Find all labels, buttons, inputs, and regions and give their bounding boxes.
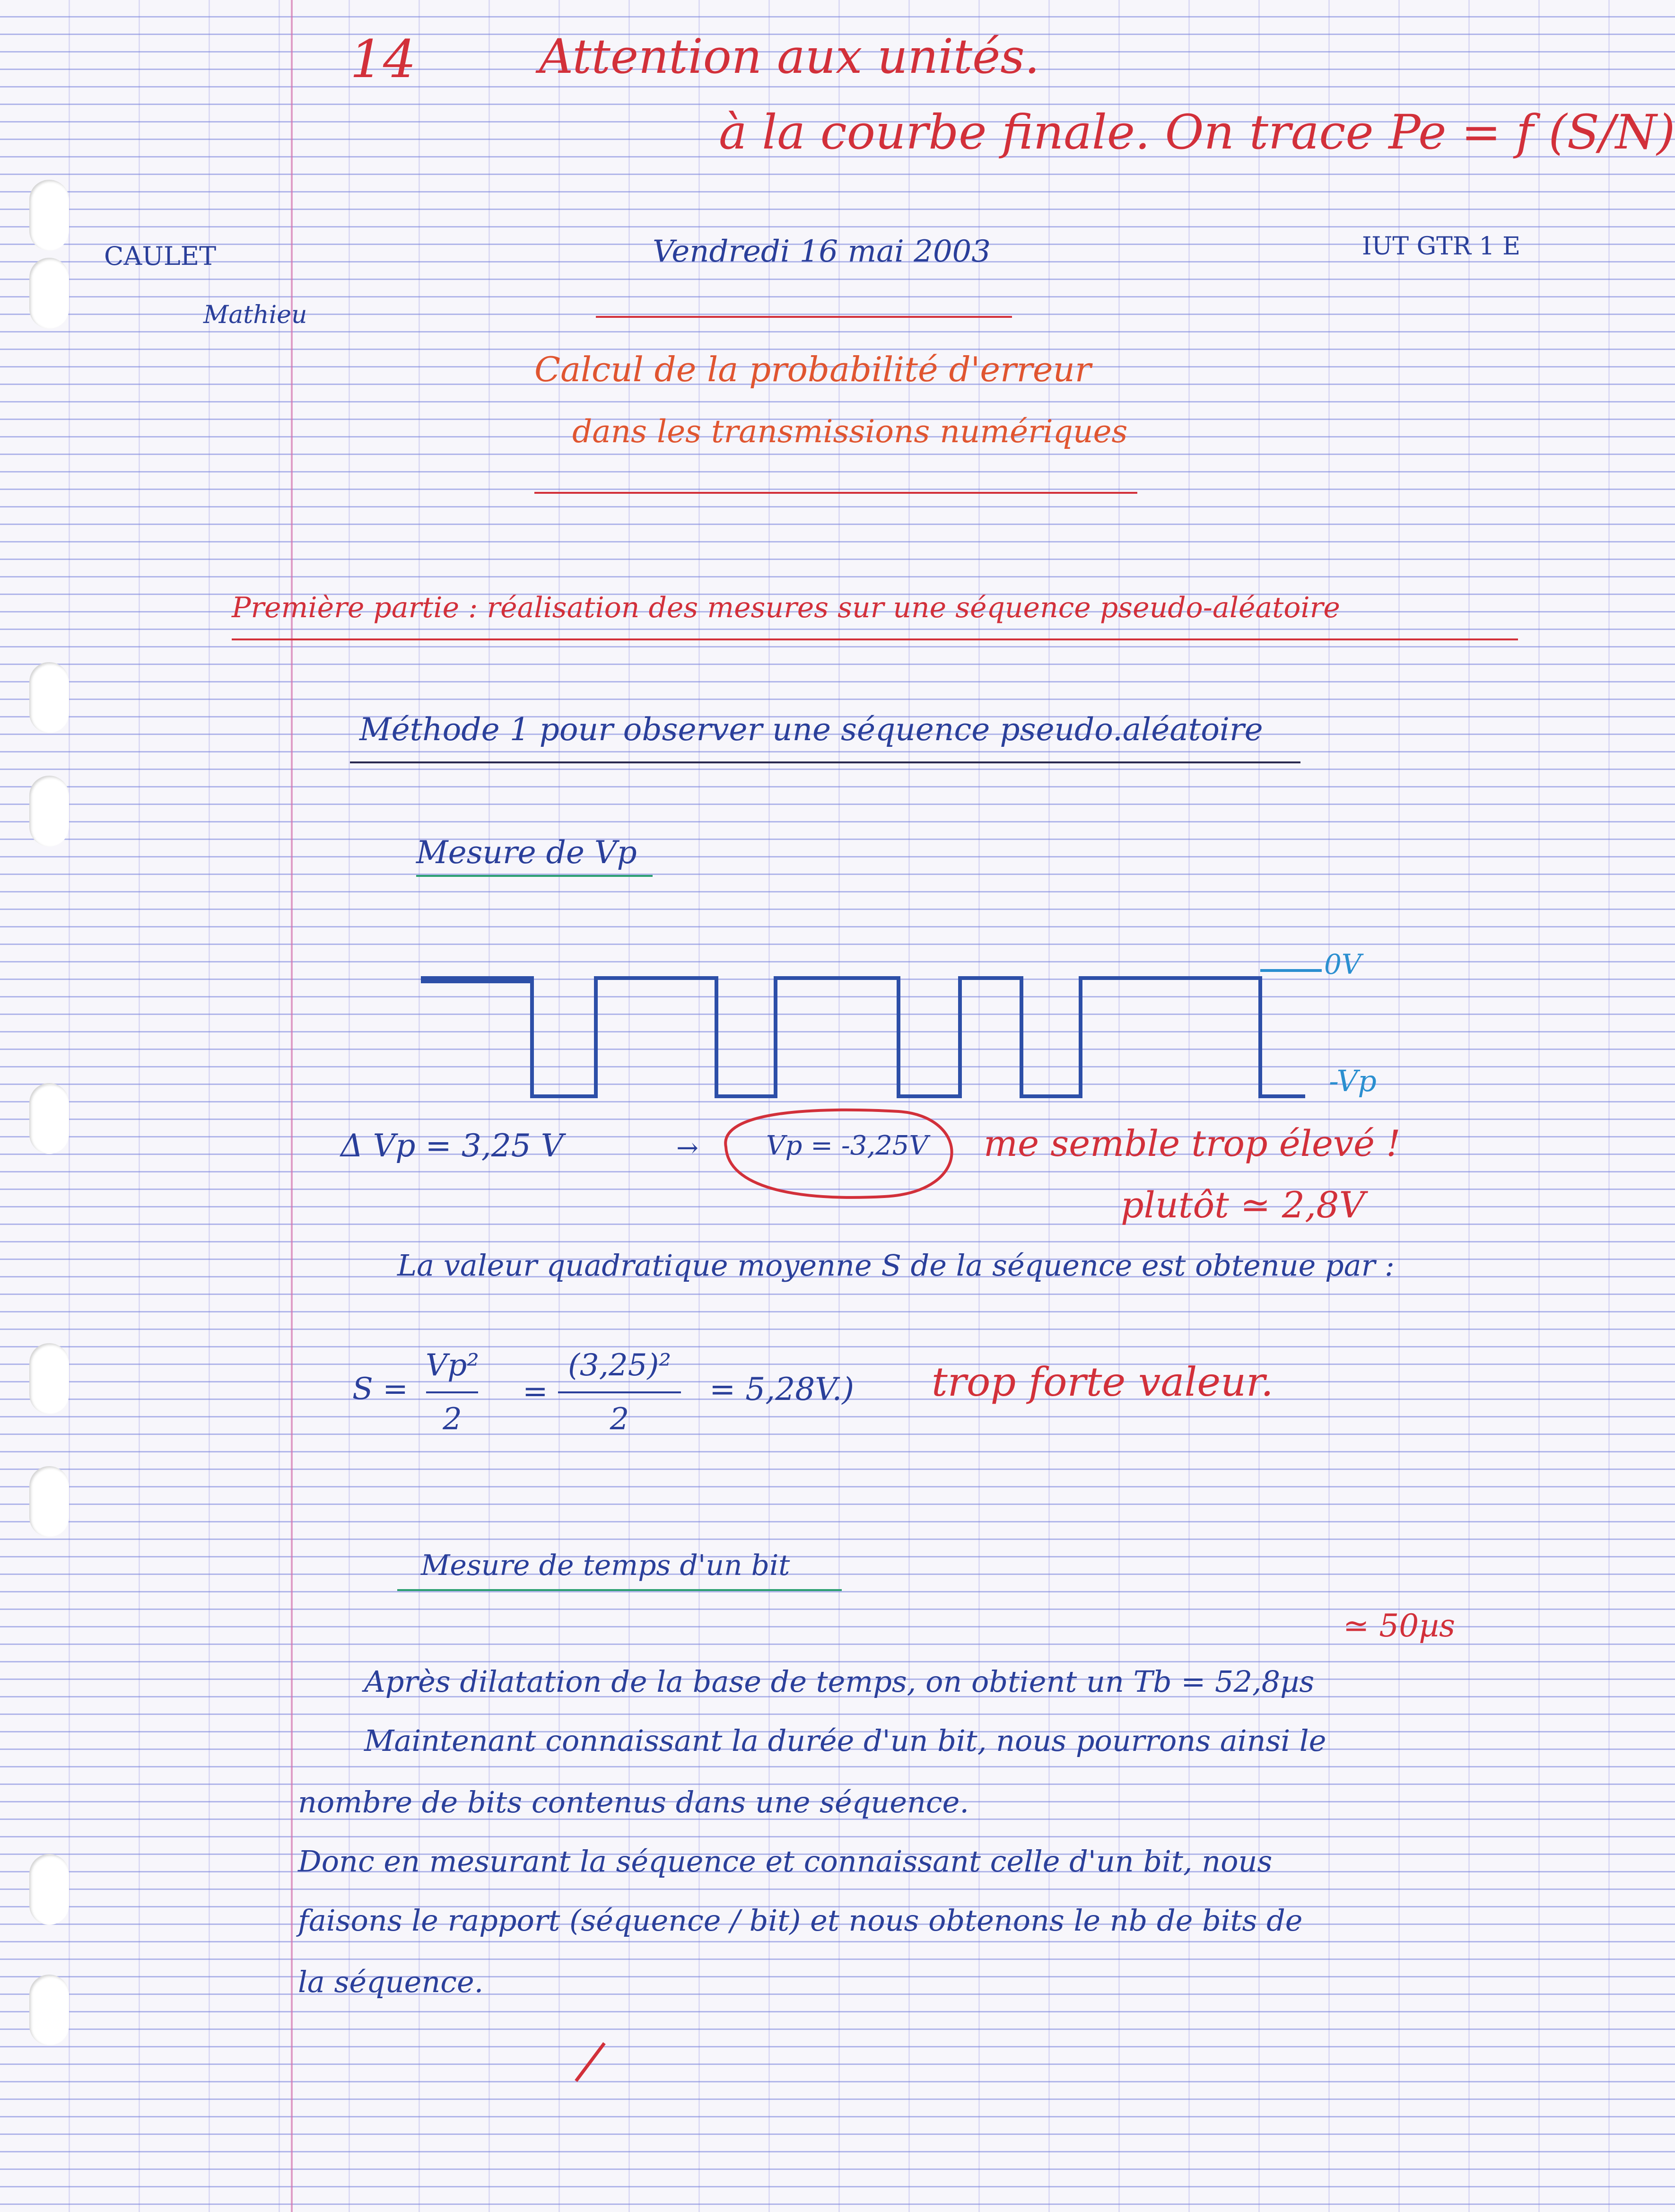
fraction-2-denominator: 2 [610, 1402, 629, 1437]
bit-text-line: nombre de bits contenus dans une séquence. [298, 1785, 969, 1819]
bit-text-line: Donc en mesurant la séquence et connaissant celle d'un bit, nous [298, 1844, 1273, 1879]
student-surname: CAULET [104, 241, 217, 271]
label-0v: 0V [1324, 948, 1361, 980]
formula-fraction-1 [426, 1348, 479, 1437]
formula-lhs: S = [352, 1372, 408, 1407]
teacher-note-line2: à la courbe finale. On trace Pe = f (S/N) [719, 105, 1675, 160]
bit-text-line: Après dilatation de la base de temps, on obtient un Tb = 52,8µs [364, 1664, 1315, 1699]
fraction-2-numerator: (3,25)² [567, 1348, 672, 1383]
binder-hole [29, 1466, 69, 1537]
formula-comment: trop forte valeur. [932, 1359, 1274, 1405]
fraction-1-numerator: Vp² [426, 1348, 479, 1383]
bit-time-correction: ≃ 50µs [1343, 1608, 1456, 1644]
part1-title: Première partie : réalisation des mesures sur une séquence pseudo-aléatoire [232, 591, 1340, 624]
teacher-note-line1: Attention aux unités. [539, 29, 1040, 84]
binder-hole [29, 1975, 69, 2046]
method-title: Méthode 1 pour observer une séquence pseudo.aléatoire [359, 711, 1263, 748]
comment-rather: plutôt ≃ 2,8V [1121, 1184, 1365, 1226]
vp-heading: Mesure de Vp [416, 834, 637, 871]
binder-hole [29, 1343, 69, 1414]
title-line2: dans les transmissions numériques [572, 413, 1128, 450]
bit-heading: Mesure de temps d'un bit [421, 1549, 790, 1582]
fraction-2-bar [558, 1391, 681, 1393]
label-minus-vp: -Vp [1329, 1064, 1377, 1098]
date: Vendredi 16 mai 2003 [653, 234, 991, 269]
formula-fraction-2 [558, 1348, 681, 1437]
implies-arrow: → [676, 1133, 698, 1163]
bit-text-line: Maintenant connaissant la durée d'un bit, nous pourrons ainsi le [364, 1723, 1326, 1758]
bit-heading-underline [397, 1589, 842, 1591]
bit-text-line: la séquence. [298, 1965, 484, 1999]
vp-value: Vp = -3,25V [766, 1130, 928, 1161]
formula-result: = 5,28V.) [709, 1371, 855, 1408]
class-name: IUT GTR 1 E [1362, 232, 1521, 261]
student-firstname: Mathieu [203, 301, 307, 329]
binder-hole [29, 1854, 69, 1925]
grade: 14 [350, 29, 416, 89]
comment-too-high: me semble trop élevé ! [984, 1122, 1401, 1164]
title-line1: Calcul de la probabilité d'erreur [534, 350, 1091, 389]
fraction-1-bar [426, 1391, 478, 1393]
fraction-1-denominator: 2 [443, 1402, 462, 1437]
formula-equals: = [523, 1374, 548, 1409]
quadratic-text: La valeur quadratique moyenne S de la séquence est obtenue par : [397, 1248, 1395, 1283]
bit-text-line: faisons le rapport (séquence / bit) et nous obtenons le nb de bits de [298, 1903, 1303, 1938]
delta-vp: Δ Vp = 3,25 V [340, 1128, 564, 1164]
